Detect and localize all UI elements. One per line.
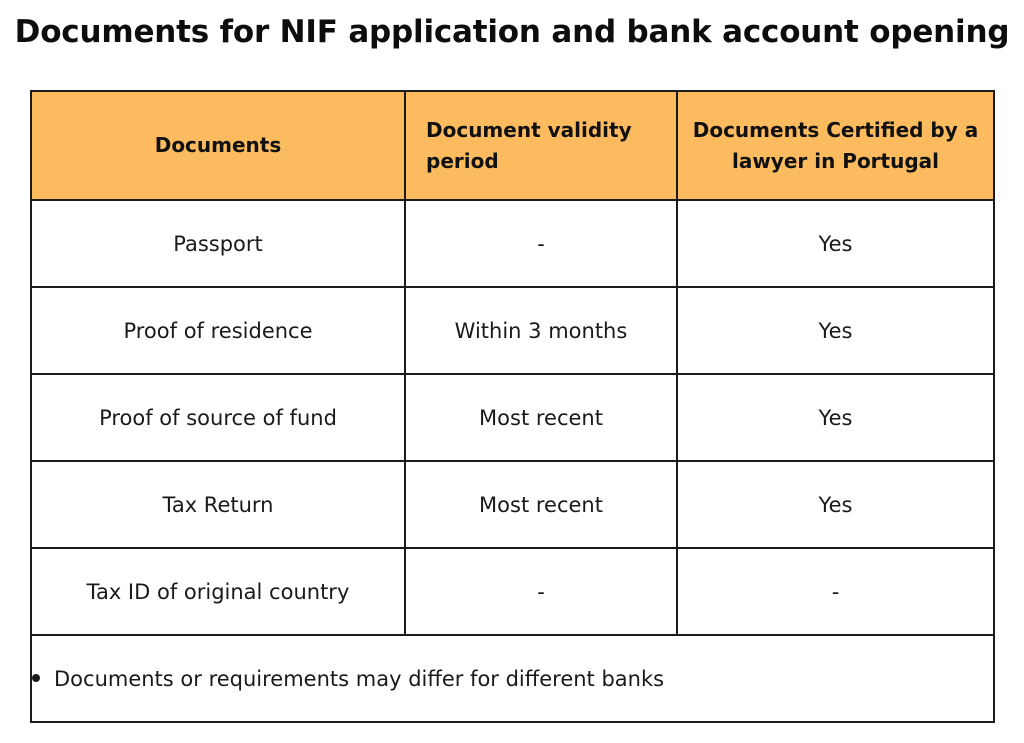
header-documents: Documents (31, 91, 405, 200)
note-cell (31, 635, 994, 722)
cell-validity: Most recent (405, 461, 677, 548)
note-text: Documents or requirements may differ for different banks (54, 666, 665, 691)
table-row (31, 461, 994, 548)
table-row (31, 200, 994, 287)
cell-certified: - (677, 548, 994, 635)
page-title: Documents for NIF application and bank account opening (14, 14, 1010, 50)
cell-document: Proof of source of fund (31, 374, 405, 461)
documents-table (30, 90, 995, 723)
cell-document: Tax ID of original country (31, 548, 405, 635)
cell-certified: Yes (677, 287, 994, 374)
cell-validity: - (405, 200, 677, 287)
cell-document: Passport (31, 200, 405, 287)
cell-certified: Yes (677, 200, 994, 287)
table-note-row (31, 635, 994, 722)
bullet-icon (32, 674, 40, 682)
cell-certified: Yes (677, 461, 994, 548)
table-row (31, 548, 994, 635)
header-validity-period: Document validity period (405, 91, 677, 200)
cell-certified: Yes (677, 374, 994, 461)
cell-validity: - (405, 548, 677, 635)
table-row (31, 374, 994, 461)
cell-document: Proof of residence (31, 287, 405, 374)
header-certified-by-lawyer: Documents Certified by a lawyer in Portugal (677, 91, 994, 200)
cell-document: Tax Return (31, 461, 405, 548)
cell-validity: Most recent (405, 374, 677, 461)
cell-validity: Within 3 months (405, 287, 677, 374)
table-row (31, 287, 994, 374)
table-header-row (31, 91, 994, 200)
